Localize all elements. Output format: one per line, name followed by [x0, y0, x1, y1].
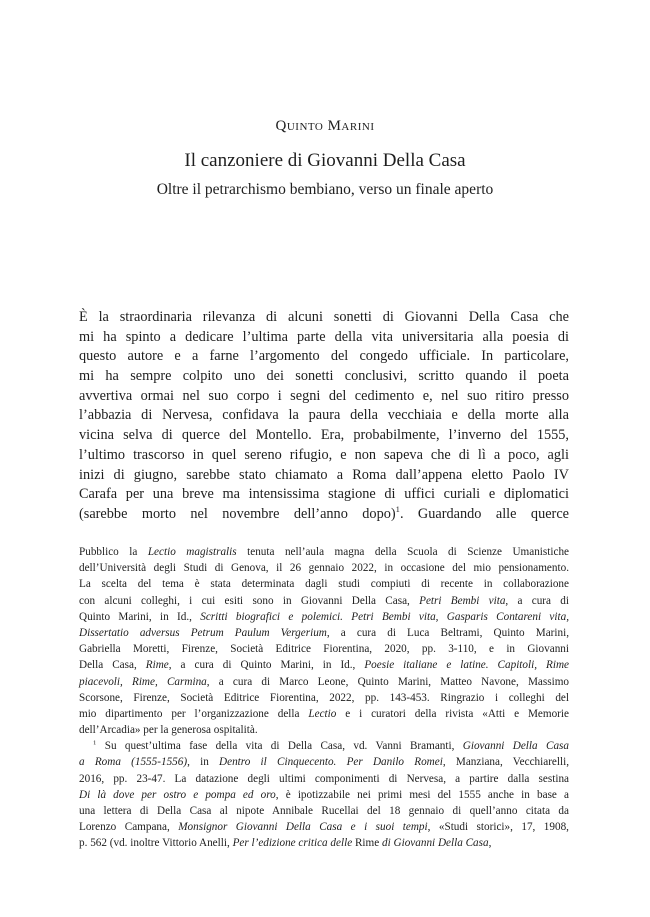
body-line: mi ha sempre colpito uno dei sonetti conclusivi, scritto quando il poeta — [79, 368, 569, 385]
footnote-line — [79, 771, 569, 787]
footnote-line — [79, 722, 569, 738]
footnote-text: Poesie italiane e latine. Capitoli, Rime — [364, 659, 569, 672]
footnote-text: , «Studi storici», 17, 1908, — [427, 821, 569, 834]
footnote-text: , a cura di Quinto Marini, in Id., — [168, 659, 365, 672]
footnote-text: piacevoli, Rime, Carmina — [79, 675, 207, 688]
footnote-text: Per l’edizione critica delle — [232, 837, 353, 850]
footnote-text: Scritti biografici e polemici. Petri Bembi vita, Gasparis Contareni vita, — [200, 610, 569, 623]
body-line: È la straordinaria rilevanza di alcuni sonetti di Giovanni Della Casa che — [79, 309, 569, 325]
footnote-ref[interactable]: 1 — [395, 504, 400, 515]
footnote-text: dell’Arcadia» per la generosa ospitalità. — [79, 724, 258, 737]
footnote-line — [79, 657, 569, 673]
footnote-line — [79, 835, 569, 851]
footnote-line — [79, 576, 569, 592]
body-line-text: (sarebbe morto nel novembre dell’anno dopo) — [79, 505, 396, 522]
footnote-text: tenuta nell’aula magna della Scuola di Scienze Umanistiche — [236, 546, 570, 558]
footnote-text: , in — [187, 756, 220, 769]
footnote-text: , Manziana, Vecchiarelli, — [442, 756, 570, 769]
footnote-text: , è ipotizzabile nei primi mesi del 1555 anche in base a — [275, 788, 569, 801]
footnote-text: Giovanni Della Casa — [462, 740, 569, 753]
footnote-line — [79, 674, 569, 690]
footnote-text: Dissertatio adversus Petrum Paulum Vergerium — [79, 626, 327, 639]
body-line: l’ultimo trascorso in quel sereno rifugio, e non sapeva che di lì a poco, agli — [79, 446, 569, 463]
footnote-text: Di là dove per ostro e pompa ed oro — [79, 788, 276, 801]
footnote-line — [79, 819, 569, 835]
body-line: Carafa per una breve ma intensissima stagione di uffici curiali e diplomatici — [79, 486, 569, 503]
footnote-text: una lettera di Della Casa al nipote Annibale Rucellai del 18 gennaio di quell’anno citata da — [79, 805, 569, 817]
footnote-text: con alcuni colleghi, i cui esiti sono in Giovanni Della Casa, — [79, 594, 420, 607]
footnote-text: p. 562 (vd. inoltre Vittorio Anelli, — [79, 837, 233, 850]
article-title: Il canzoniere di Giovanni Della Casa — [184, 150, 466, 171]
footnote-line — [79, 560, 569, 576]
body-line: l’abbazia di Nervesa, confidava la paura della vecchiaia e della morte alla — [79, 407, 569, 424]
body-line: inizi di giugno, sarebbe stato chiamato a Roma dall’appena eletto Paolo IV — [79, 466, 569, 483]
footnote-number: 1 — [93, 739, 97, 747]
body-line: mi ha spinto a dedicare l’ultima parte della vita universitaria alla poesia di — [79, 328, 569, 345]
author-name: Quinto Marini — [275, 118, 375, 134]
footnote-line — [79, 544, 569, 560]
footnote-text: Rime — [145, 659, 169, 672]
footnote-text: Pubblico la — [79, 546, 148, 558]
body-line-text: . Guardando alle querce — [399, 505, 570, 522]
footnote-line — [79, 625, 569, 641]
footnote-text: Monsignor Giovanni Della Casa e i suoi tempi — [178, 821, 428, 834]
body-line — [79, 505, 569, 525]
footnote-text: Quinto Marini, in Id., — [79, 610, 201, 623]
footnote-text: , a cura di Luca Beltrami, Quinto Marini, — [326, 626, 569, 639]
footnote-text: 2016, pp. 23-47. La datazione degli ultimi componimenti di Nervesa, a partire dalla sestina — [79, 772, 569, 785]
footnote-text: , a cura di — [505, 594, 569, 607]
footnote-line — [79, 609, 569, 625]
footnote-line — [79, 738, 569, 754]
footnote-line — [79, 754, 569, 770]
footnote-line — [79, 690, 569, 706]
footnote-text: La scelta del tema è stata determinata dagli studi compiuti di recente in collaborazione — [79, 578, 569, 591]
footnote-line — [79, 706, 569, 722]
footnote-text: mio dipartimento per l’organizzazione della — [79, 707, 309, 720]
body-line: questo autore e a farne l’argomento del congedo ufficiale. In particolare, — [79, 348, 569, 365]
footnote-line — [79, 593, 569, 609]
footnote-text: Dentro il Cinquecento. Per Danilo Romei — [219, 756, 443, 769]
footnote-text: Petri Bembi vita — [419, 594, 506, 607]
footnote-text: , a cura di Marco Leone, Quinto Marini, Matteo Navone, Massimo — [206, 675, 569, 688]
footnote-text: Lectio — [308, 707, 337, 720]
footnote-line — [79, 803, 569, 819]
footnote-text: di Giovanni Della Casa — [382, 837, 489, 850]
footnote-text: Lorenzo Campana, — [79, 821, 179, 834]
footnote-text: Lectio magistralis — [147, 546, 237, 558]
footnote-line — [79, 787, 569, 803]
footnote-text: a Roma (1555-1556) — [79, 756, 188, 769]
footnote-text: Della Casa, — [79, 659, 146, 672]
footnote-text: Scorsone, Firenze, Società Editrice Fiorentina, 2022, pp. 143-453. Ringrazio i colleghi del — [79, 691, 569, 704]
footnote-text: e i curatori della rivista «Atti e Memorie — [336, 707, 569, 720]
article-subtitle: Oltre il petrarchismo bembiano, verso un finale aperto — [156, 181, 494, 198]
footnote-line — [79, 641, 569, 657]
footnotes — [79, 544, 569, 852]
footnote-text: Su quest’ultima fase della vita di Della Casa, vd. Vanni Bramanti, — [96, 740, 463, 753]
main-text — [79, 308, 569, 525]
body-line: avvertiva ormai nel suo corpo i segni del cedimento e, nel suo ritiro presso — [79, 387, 569, 404]
footnote-text: Gabriella Moretti, Firenze, Società Editrice Fiorentina, 2020, pp. 3-110, e in Giovanni — [79, 643, 569, 656]
footnote-text: Rime — [352, 837, 383, 850]
footnote-text: , — [488, 837, 492, 850]
footnote-text: dell’Università degli Studi di Genova, il 26 gennaio 2022, in occasione del mio pensionamento. — [79, 562, 569, 575]
body-line: vicina selva di querce del Montello. Era, probabilmente, l’inverno del 1555, — [79, 427, 569, 444]
